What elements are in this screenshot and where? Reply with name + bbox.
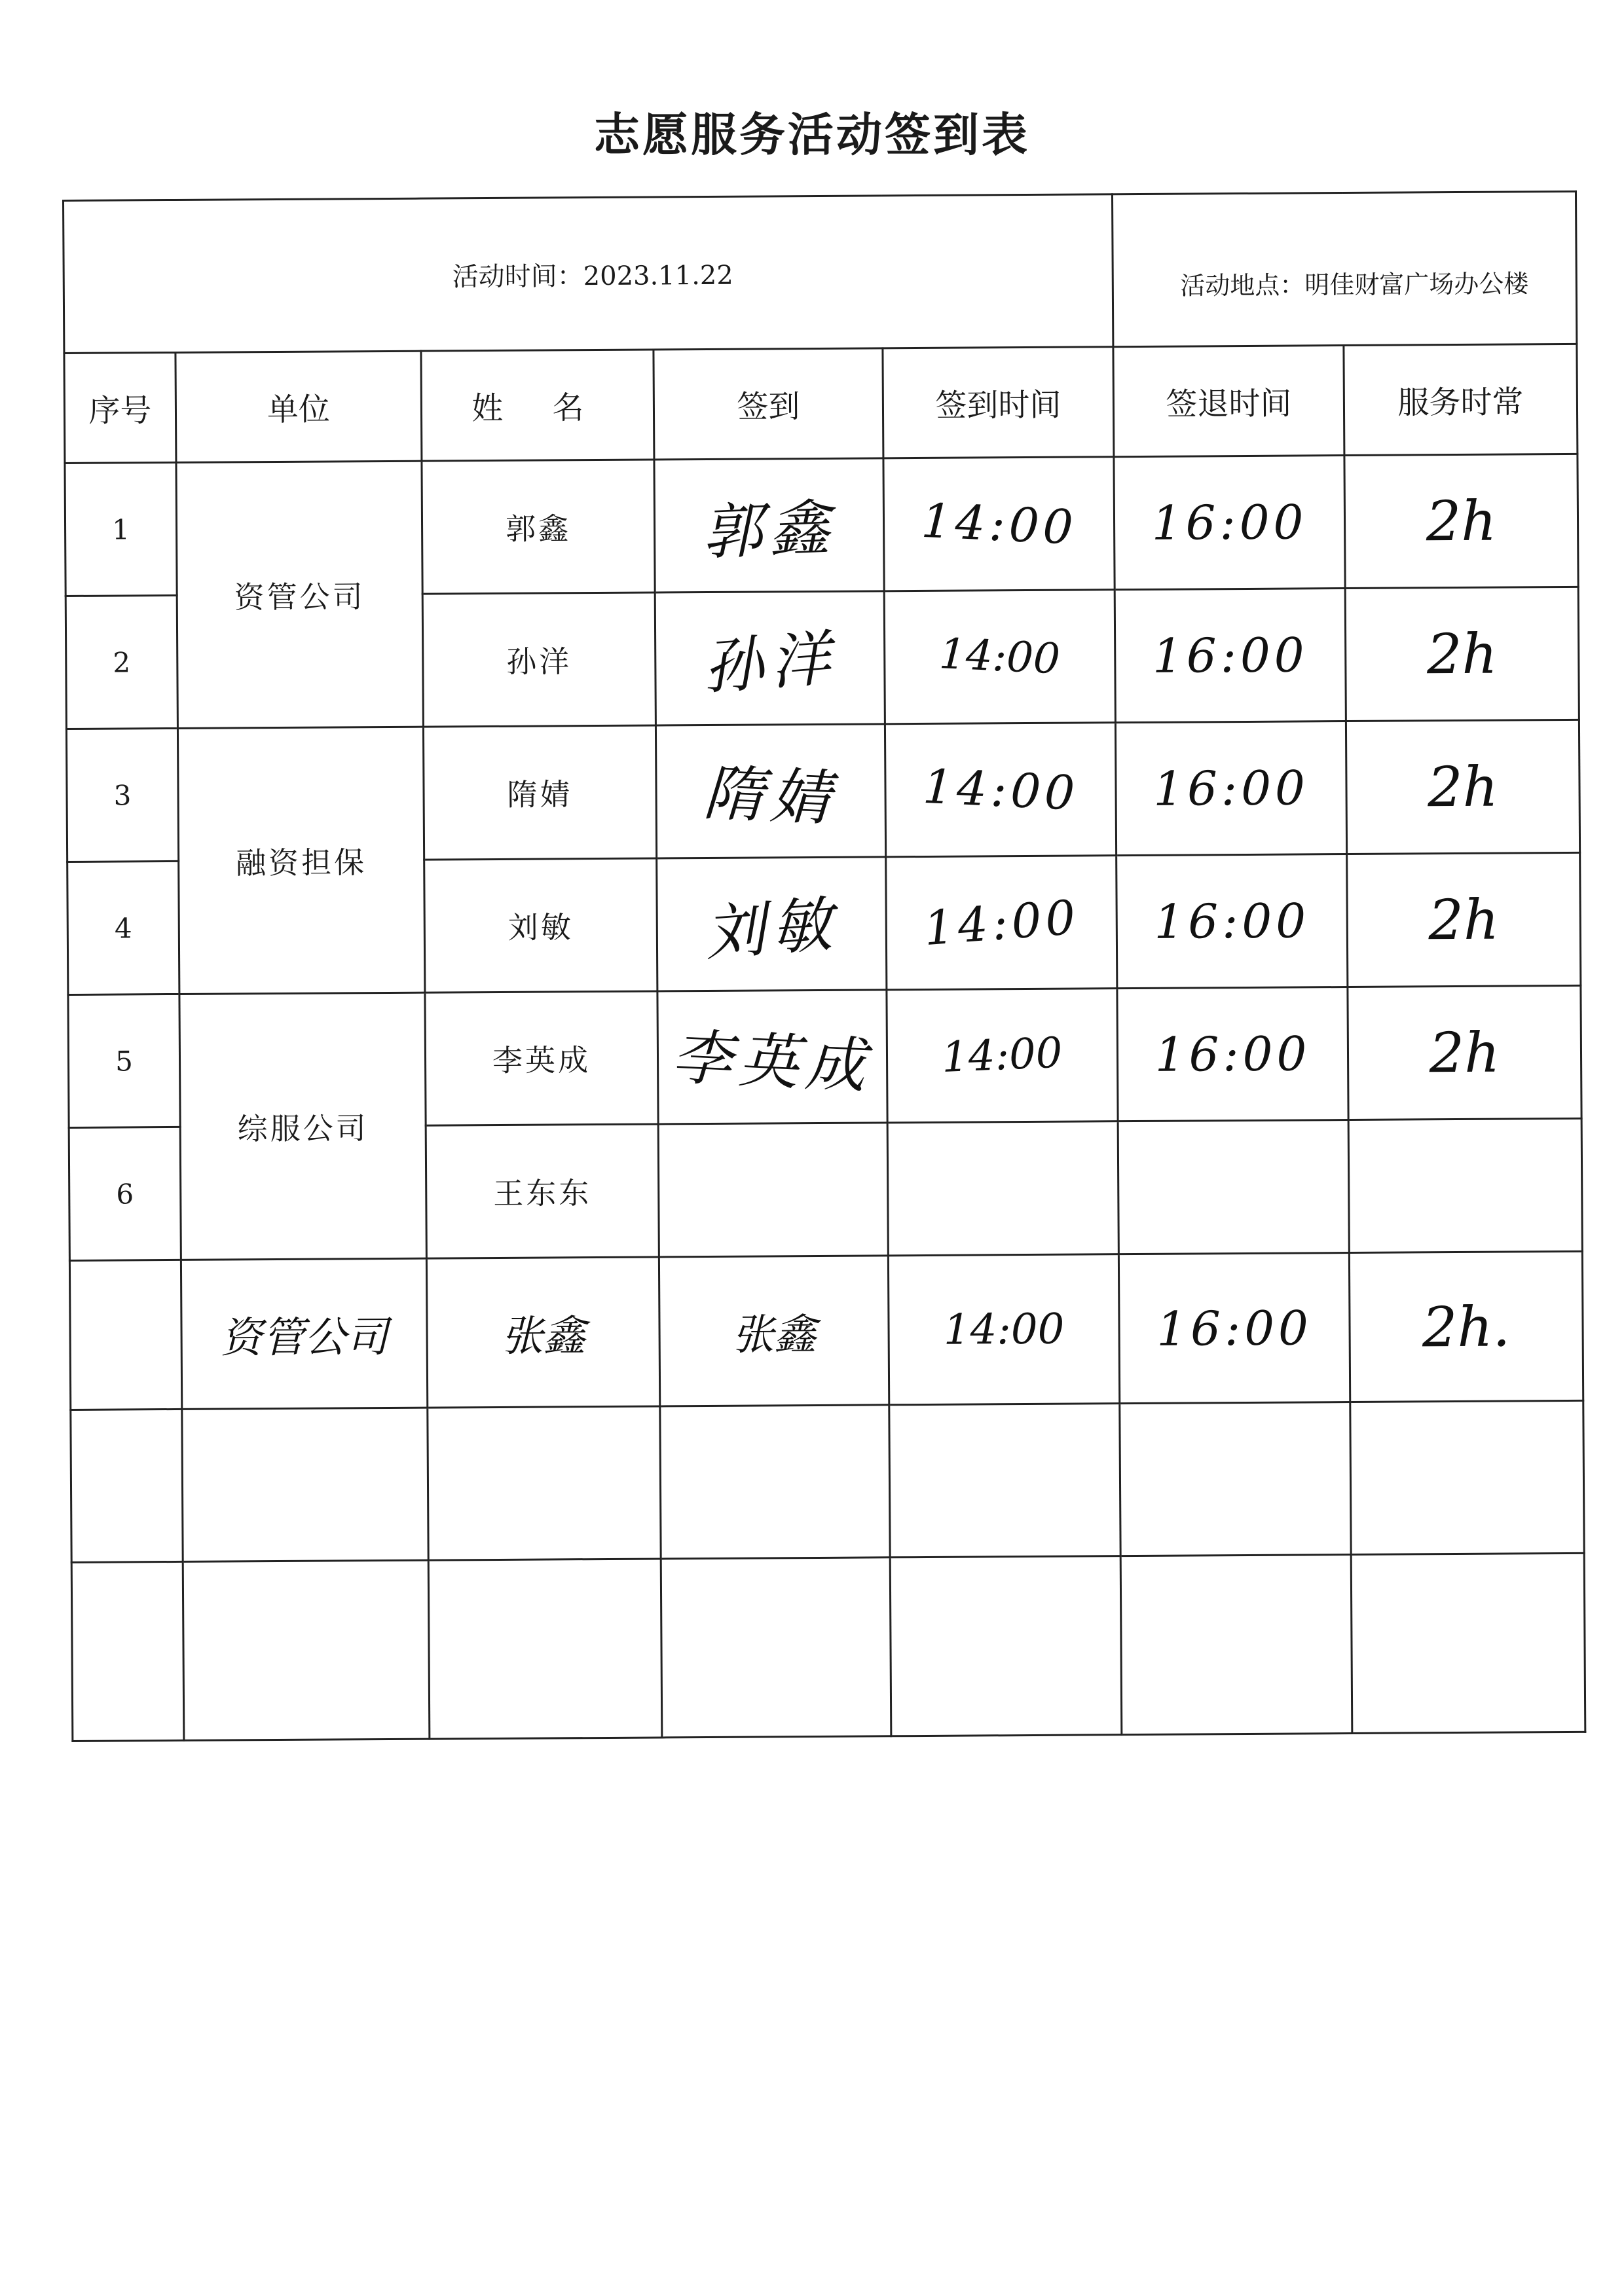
row-signature-cell: [657, 857, 887, 991]
row-hours-cell: [1349, 1251, 1583, 1402]
header-sign-in-time: 签到时间: [883, 347, 1114, 458]
sign-in-sheet: [62, 191, 1585, 1791]
header-row: [64, 344, 1578, 463]
row-unit: 融资担保: [177, 727, 424, 994]
handwritten-service-hours: 2h: [1429, 1020, 1500, 1085]
header-name: 姓 名: [421, 350, 654, 461]
row-signature-cell: [659, 1256, 889, 1406]
row-sign-out-cell: [1118, 1253, 1350, 1404]
row-seq: 1: [65, 462, 177, 596]
row-sign-in-cell: [886, 856, 1117, 990]
row-hours-cell: [1347, 852, 1581, 987]
handwritten-sign-out-time: 16:00: [1153, 760, 1310, 816]
handwritten-signature: 李英成: [670, 1022, 874, 1102]
row-signature-cell: [654, 458, 884, 592]
table-row: [66, 720, 1579, 862]
empty-cell: [183, 1560, 430, 1740]
row-name: 郭鑫: [422, 460, 655, 594]
handwritten-signature: 张鑫: [731, 1310, 817, 1360]
table-row-empty: [71, 1400, 1584, 1562]
row-sign-out-cell: [1114, 456, 1345, 590]
empty-cell: [1120, 1555, 1352, 1735]
form-title: 志愿服务活动签到表: [594, 108, 1030, 162]
activity-time-value: 2023.11.22: [583, 260, 733, 291]
empty-cell: [1120, 1402, 1351, 1556]
row-sign-out-cell: [1118, 1120, 1349, 1254]
activity-place-value: 明佳财富广场办公楼: [1304, 268, 1529, 299]
handwritten-service-hours: 2h: [1426, 621, 1498, 687]
table-row: [68, 985, 1581, 1127]
handwritten-signature: 隋婧: [702, 757, 840, 835]
empty-cell: [1351, 1553, 1585, 1733]
row-sign-out-cell: [1115, 589, 1346, 723]
handwritten-signature: 孙洋: [701, 623, 840, 703]
row-signature-cell: [658, 1123, 888, 1257]
empty-cell: [71, 1561, 184, 1741]
handwritten-sign-in-time: 14:00: [921, 758, 1080, 821]
row-sign-out-cell: [1116, 854, 1348, 989]
row-name: 孙洋: [422, 592, 655, 727]
row-name: 王东东: [426, 1124, 659, 1258]
table-row-handwritten: [69, 1251, 1583, 1410]
header-unit: 单位: [175, 351, 422, 462]
handwritten-service-hours: 2h: [1426, 488, 1497, 554]
row-sign-out-cell: [1115, 721, 1346, 856]
row-hours-cell: [1344, 454, 1578, 588]
handwritten-sign-in-time: 14:00: [938, 630, 1061, 684]
empty-cell: [182, 1408, 428, 1561]
handwritten-sign-out-time: 16:00: [1154, 1026, 1311, 1082]
handwritten-sign-out-time: 16:00: [1154, 893, 1310, 949]
row-sign-in-cell: [885, 723, 1116, 857]
meta-row: [64, 191, 1577, 353]
row-sign-in-cell: [884, 590, 1115, 724]
row-name: 刘敏: [424, 858, 657, 993]
handwritten-signature: 郭鑫: [701, 492, 838, 568]
activity-place-cell: [1112, 191, 1576, 346]
empty-cell: [428, 1406, 661, 1560]
header-sign-out-time: 签退时间: [1113, 346, 1344, 457]
handwritten-service-hours: 2h: [1427, 754, 1499, 820]
row-seq: [69, 1260, 181, 1410]
handwritten-sign-out-time: 16:00: [1152, 627, 1308, 683]
handwritten-sign-in-time: 14:00: [940, 1029, 1064, 1083]
row-hours-cell: [1348, 985, 1581, 1120]
empty-cell: [1350, 1400, 1584, 1554]
empty-cell: [889, 1404, 1120, 1558]
row-signature-cell: [655, 591, 885, 725]
header-signature: 签到: [654, 348, 883, 460]
sign-in-table: [62, 191, 1586, 1742]
row-seq: 5: [68, 994, 180, 1127]
handwritten-sign-in-time: 14:00: [943, 1305, 1065, 1355]
row-hours-cell: [1348, 1118, 1582, 1252]
empty-cell: [661, 1558, 891, 1738]
row-seq: 6: [69, 1127, 181, 1260]
empty-cell: [890, 1556, 1122, 1736]
activity-time-cell: [64, 194, 1113, 354]
handwritten-name: 张鑫: [501, 1311, 585, 1361]
table-row: [65, 454, 1578, 596]
handwritten-signature: 刘敏: [703, 888, 841, 969]
handwritten-sign-in-time: 14:00: [919, 492, 1079, 555]
row-sign-in-cell: [887, 1121, 1118, 1256]
header-seq: 序号: [64, 352, 176, 463]
row-sign-in-cell: [888, 1254, 1119, 1405]
row-unit: 资管公司: [176, 461, 423, 728]
handwritten-sign-out-time: 16:00: [1156, 1300, 1313, 1357]
row-seq: 2: [65, 595, 177, 729]
handwritten-sign-in-time: 14:00: [921, 889, 1081, 957]
activity-place-label: 活动地点：: [1180, 270, 1305, 301]
empty-cell: [660, 1405, 890, 1559]
row-hours-cell: [1345, 587, 1579, 721]
row-seq: 4: [67, 861, 179, 994]
row-sign-out-cell: [1117, 987, 1348, 1121]
row-hours-cell: [1346, 720, 1579, 854]
row-name: 隋婧: [423, 725, 656, 860]
row-sign-in-cell: [887, 989, 1118, 1123]
activity-time-label: 活动时间：: [452, 261, 583, 292]
row-unit-cell: [181, 1258, 427, 1409]
row-unit: 综服公司: [179, 993, 426, 1260]
handwritten-service-hours: 2h.: [1422, 1294, 1511, 1359]
handwritten-sign-out-time: 16:00: [1151, 494, 1308, 551]
row-name-cell: [426, 1257, 659, 1408]
row-signature-cell: [655, 724, 885, 858]
row-seq: 3: [66, 728, 178, 862]
empty-cell: [428, 1559, 662, 1739]
row-sign-in-cell: [883, 457, 1115, 591]
row-signature-cell: [657, 990, 887, 1124]
handwritten-service-hours: 2h: [1428, 887, 1500, 953]
empty-cell: [71, 1409, 183, 1562]
header-service-hours: 服务时常: [1344, 344, 1578, 455]
row-name: 李英成: [425, 991, 658, 1125]
handwritten-unit: 资管公司: [220, 1313, 388, 1363]
table-row-empty: [71, 1553, 1585, 1741]
